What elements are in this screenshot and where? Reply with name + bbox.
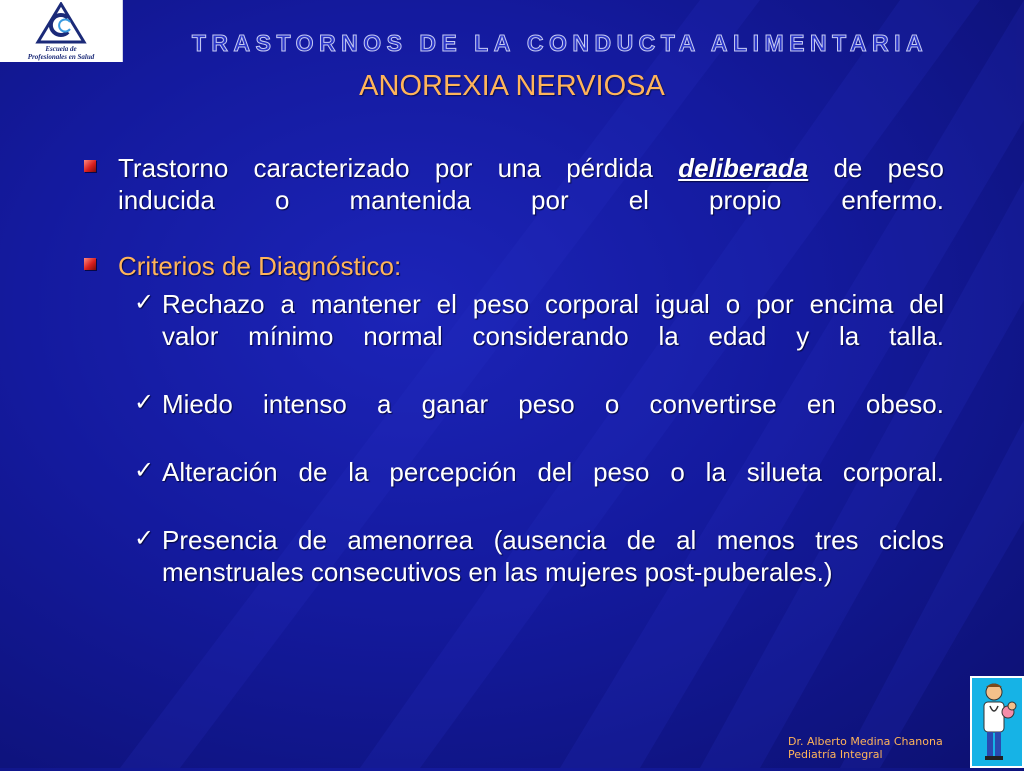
slide-subtitle: TRASTORNOS DE LA CONDUCTA ALIMENTARIA — [191, 30, 929, 56]
logo-text-line2: Profesionales en Salud — [27, 53, 95, 61]
doctor-figure-icon — [972, 678, 1022, 766]
criterion-2: Miedo intenso a ganar peso o convertirse en obeso. — [162, 389, 944, 419]
criterion-4-line1: Presencia de amenorrea (ausencia de al menos tres ciclos — [162, 525, 944, 555]
definition-text-pre: Trastorno caracterizado por una pérdida — [118, 153, 679, 183]
criterion-3: Alteración de la percepción del peso o la silueta corporal. — [162, 457, 944, 487]
bullet-square-icon — [84, 160, 96, 172]
author-name: Dr. Alberto Medina Chanona — [788, 735, 943, 748]
criterion-1-line1: Rechazo a mantener el peso corporal igual o por encima del — [162, 289, 944, 319]
checkmark-icon: ✓ — [134, 289, 155, 316]
checkmark-icon: ✓ — [134, 389, 155, 416]
doctor-clipart — [970, 676, 1024, 768]
definition-emphasis: deliberada — [678, 153, 809, 183]
logo-text-line1: Escuela de — [45, 45, 77, 53]
criterion-4-line2: menstruales consecutivos en las mujeres post-puberales.) — [162, 557, 833, 587]
definition-line1 — [118, 152, 944, 184]
criterion-1-line2: valor mínimo normal considerando la edad y la talla. — [162, 321, 944, 351]
slide-title: ANOREXIA NERVIOSA — [359, 70, 665, 102]
author-specialty: Pediatría Integral — [788, 748, 883, 761]
criteria-heading: Criterios de Diagnóstico: — [118, 251, 402, 281]
definition-text-post: de peso — [808, 153, 944, 183]
checkmark-icon: ✓ — [134, 525, 155, 552]
checkmark-icon: ✓ — [134, 457, 155, 484]
bullet-square-icon — [84, 258, 96, 270]
author-credit — [788, 735, 968, 761]
definition-line2: inducida o mantenida por el propio enfermo. — [118, 185, 944, 215]
